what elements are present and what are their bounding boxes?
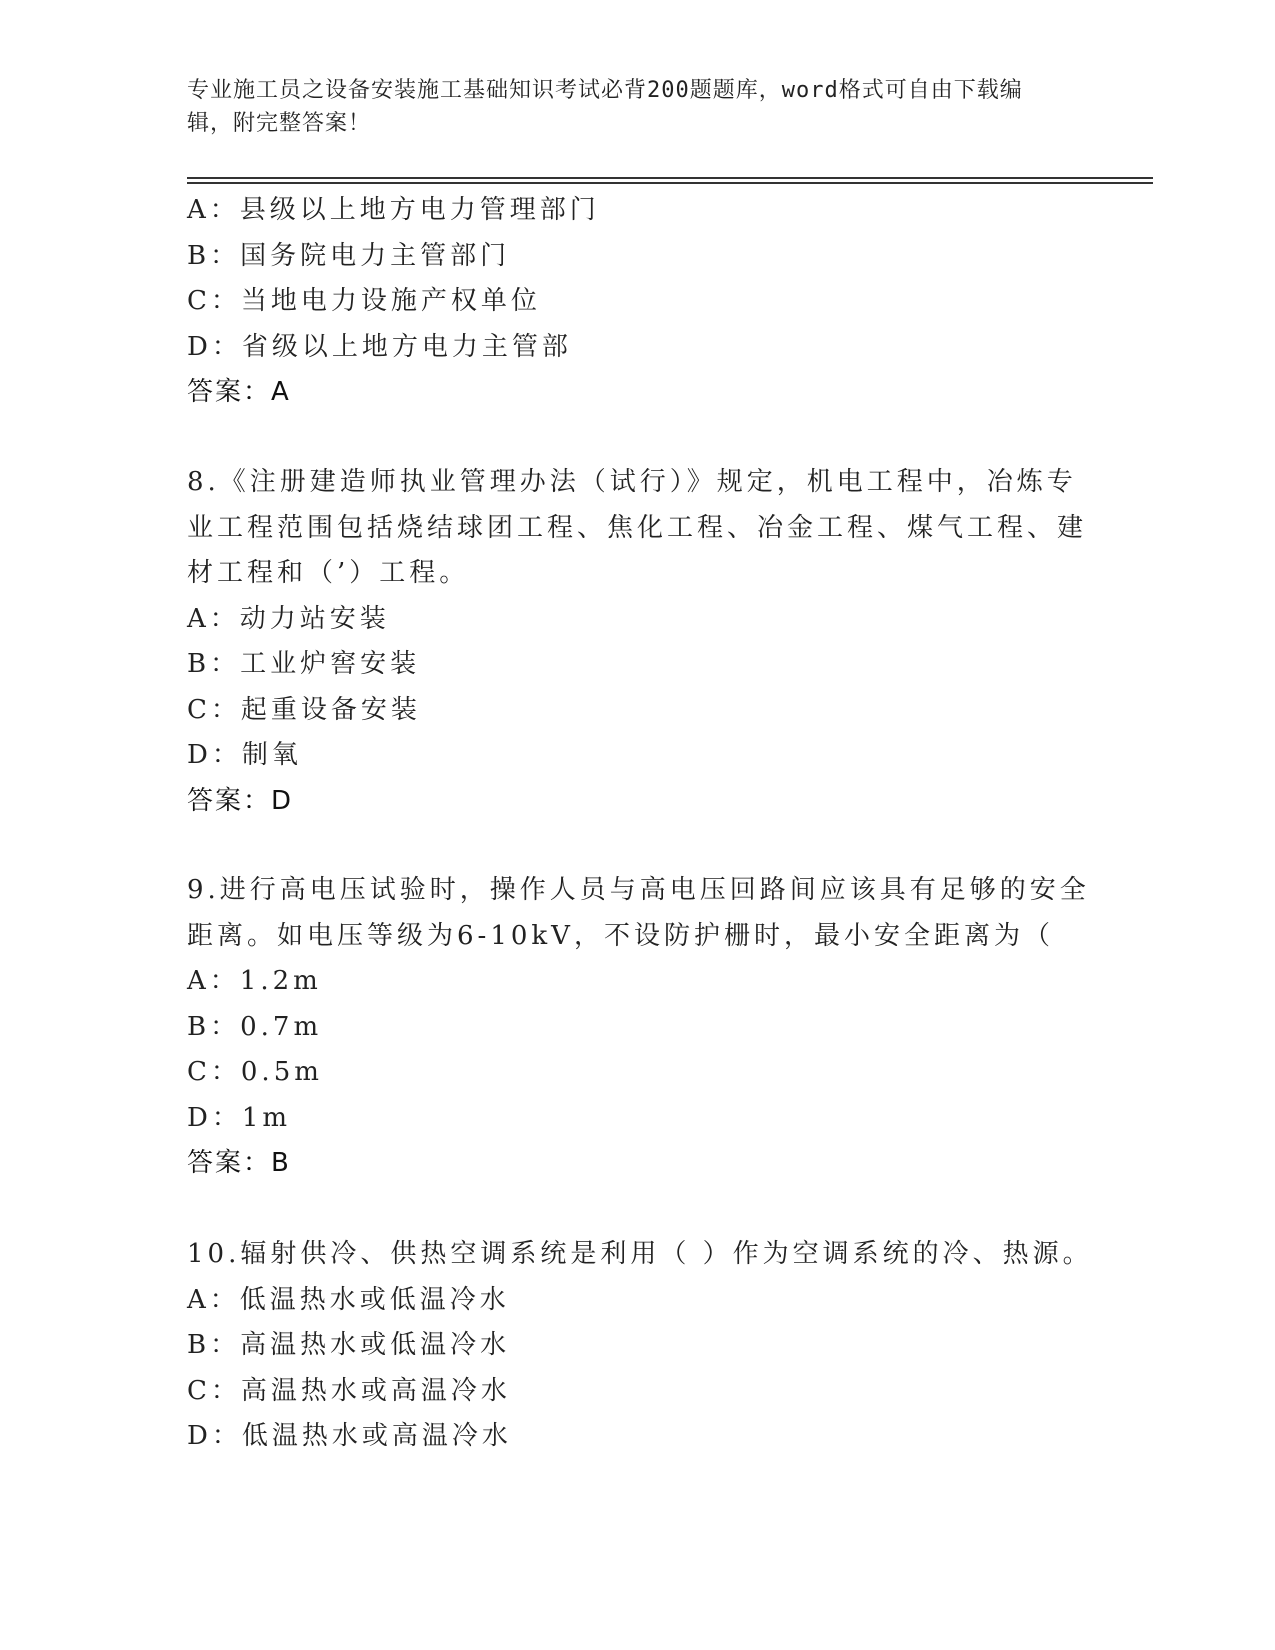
option-c: C：当地电力设施产权单位 [187, 286, 541, 316]
document-header: 专业施工员之设备安装施工基础知识考试必背200题题库，word格式可自由下载编辑，附完整答案！ [187, 78, 1023, 136]
option-b: B：0.7m [187, 1011, 323, 1042]
question-text-line: 材工程和（’）工程。 [187, 558, 470, 588]
option-b: B：工业炉窖安装 [187, 649, 421, 679]
option-a: A：低温热水或低温冷水 [187, 1284, 510, 1315]
option-c: C：高温热水或高温冷水 [187, 1375, 511, 1406]
option-c: C：0.5m [187, 1057, 323, 1087]
question-text-line: 8.《注册建造师执业管理办法（试行）》规定，机电工程中，冶炼专 [187, 467, 1077, 497]
question-block-9 [187, 868, 1090, 1187]
option-d: D：1m [187, 1102, 292, 1133]
option-d: D：制氧 [187, 740, 302, 770]
answer-line: 答案：A [187, 377, 291, 407]
question-text-line: 距离。如电压等级为6-10kV，不设防护栅时，最小安全距离为（ [187, 920, 1054, 951]
question-text-line: 业工程范围包括烧结球团工程、焦化工程、冶金工程、煤气工程、建 [187, 512, 1088, 543]
option-b: B：高温热水或低温冷水 [187, 1330, 511, 1360]
header-divider-top [187, 177, 1153, 179]
option-d: D：低温热水或高温冷水 [187, 1421, 512, 1451]
option-c: C：起重设备安装 [187, 694, 421, 725]
option-a: A：动力站安装 [187, 603, 390, 634]
answer-line: 答案：B [187, 1148, 291, 1178]
question-block-7 [187, 188, 1067, 416]
question-block-8 [187, 460, 1088, 824]
option-b: B：国务院电力主管部门 [187, 240, 511, 271]
option-a: A：县级以上地方电力管理部门 [187, 195, 600, 225]
option-a: A：1.2m [187, 966, 322, 996]
option-d: D：省级以上地方电力主管部 [187, 331, 572, 362]
answer-line: 答案：D [187, 785, 294, 816]
header-divider-bottom [187, 182, 1153, 184]
question-text-line: 9.进行高电压试验时，操作人员与高电压回路间应该具有足够的安全 [187, 875, 1090, 905]
question-block-10 [187, 1232, 1093, 1460]
question-text-line: 10.辐射供冷、供热空调系统是利用（ ）作为空调系统的冷、热源。 [187, 1239, 1093, 1269]
